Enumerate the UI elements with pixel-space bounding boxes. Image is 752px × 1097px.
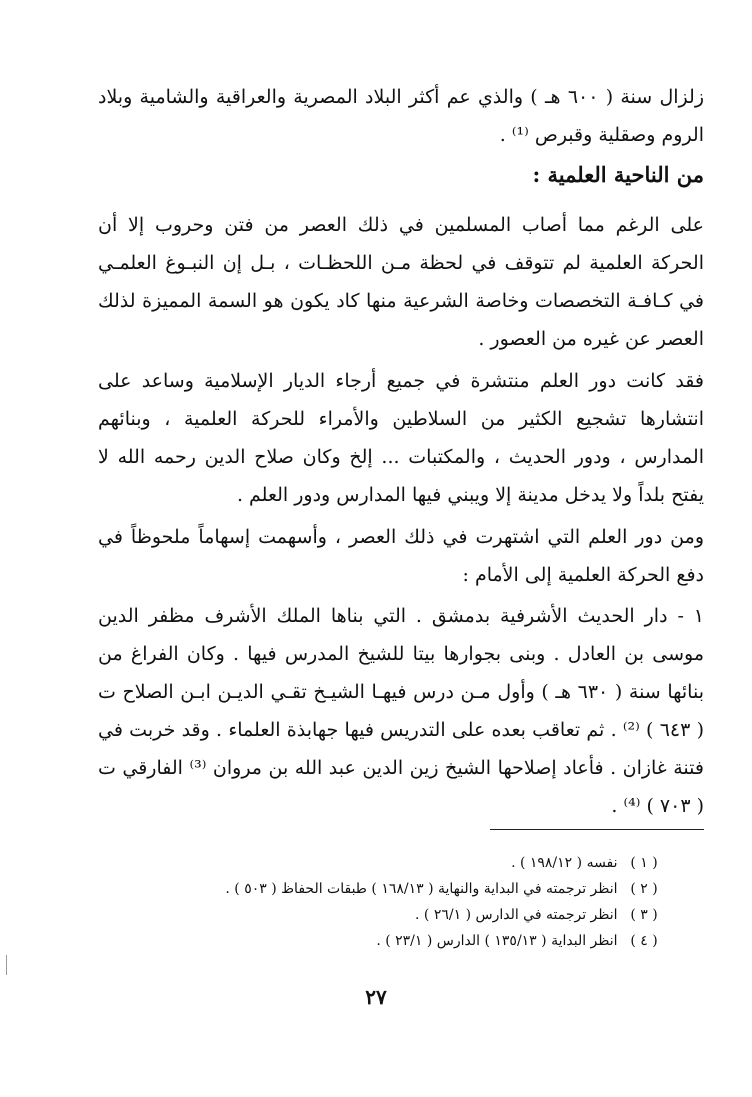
paragraph-scientific-movement: على الرغم مما أصاب المسلمين في ذلك العصر من فتن وحروب إلا أن الحركة العلمية لم تتوقف في لحظة مـن اللحظـات ، بـل إن النبـوغ العلمـي في كـافـة التخصصات وخاصة الشرعية منها كاد يكون هو السمة المميزة لذلك العصر عن غيره من العصور . bbox=[98, 214, 704, 350]
paragraph-famous-houses-intro: ومن دور العلم التي اشتهرت في ذلك العصر ، وأسهمت إسهاماً ملحوظاً في دفع الحركة العلمية إلى الأمام : bbox=[98, 526, 704, 586]
section-heading: من الناحية العلمية : bbox=[532, 162, 704, 187]
paragraph-ashrafiyya: ١ - دار الحديث الأشرفية بدمشق . التي بناها الملك الأشرف مظفر الدين موسى بن العادل . وبنى بجوارها بيتا للشيخ المدرس فيها . وكان الفراغ من بنائها سنة ( ٦٣٠ هـ ) وأول مـن درس فيهـا الشيـخ تقـي الديـن ابـن الصلاح ت ( ٦٤٣ ) ⁽²⁾ . ثم تعاقب بعده على التدريس فيها جهابذة العلماء . وقد خربت في فتنة غازان . فأعاد إصلاحها الشيخ زين الدين عبد الله بن مروان ⁽³⁾ الفارقي ت ( ٧٠٣ ) ⁽⁴⁾ . bbox=[98, 605, 704, 817]
footnote-number: ( ٢ ) bbox=[630, 881, 658, 897]
footnotes-list bbox=[225, 850, 666, 954]
footnote-text: نفسه ( ١٩٨/١٢ ) . bbox=[511, 855, 618, 871]
footnote-number: ( ٣ ) bbox=[630, 907, 658, 923]
footnote-number: ( ٤ ) bbox=[630, 933, 658, 949]
paragraph-houses-of-knowledge: فقد كانت دور العلم منتشرة في جميع أرجاء الديار الإسلامية وساعد على انتشارها تشجيع الكثير من السلاطين والأمراء للحركة العلمية ، وبنائهم المدارس ، ودور الحديث ، والمكتبات ... إلخ وكان صلاح الدين رحمه الله لا يفتح بلداً ولا يدخل مدينة إلا ويبني فيها المدارس ودور العلم . bbox=[98, 370, 704, 506]
footnote-item bbox=[225, 902, 666, 928]
footnote-number: ( ١ ) bbox=[630, 855, 658, 871]
footnote-text: انظر ترجمته في الدارس ( ٢٦/١ ) . bbox=[415, 907, 618, 923]
footnote-text: انظر ترجمته في البداية والنهاية ( ١٦٨/١٣ ) طبقات الحفاظ ( ٥٠٣ ) . bbox=[225, 881, 618, 897]
footnote-item bbox=[225, 928, 666, 954]
paragraph-earthquake: زلزال سنة ( ٦٠٠ هـ ) والذي عم أكثر البلاد المصرية والعراقية والشامية وبلاد الروم وصقلية وقبرص ⁽¹⁾ . bbox=[98, 86, 704, 146]
page-number: ٢٧ bbox=[365, 985, 387, 1009]
footnote-text: انظر البداية ( ١٣٥/١٣ ) الدارس ( ٢٣/١ ) . bbox=[376, 933, 618, 949]
scan-margin-mark bbox=[6, 955, 7, 975]
footnote-divider bbox=[490, 829, 704, 830]
footnote-item bbox=[225, 876, 666, 902]
footnote-item bbox=[225, 850, 666, 876]
